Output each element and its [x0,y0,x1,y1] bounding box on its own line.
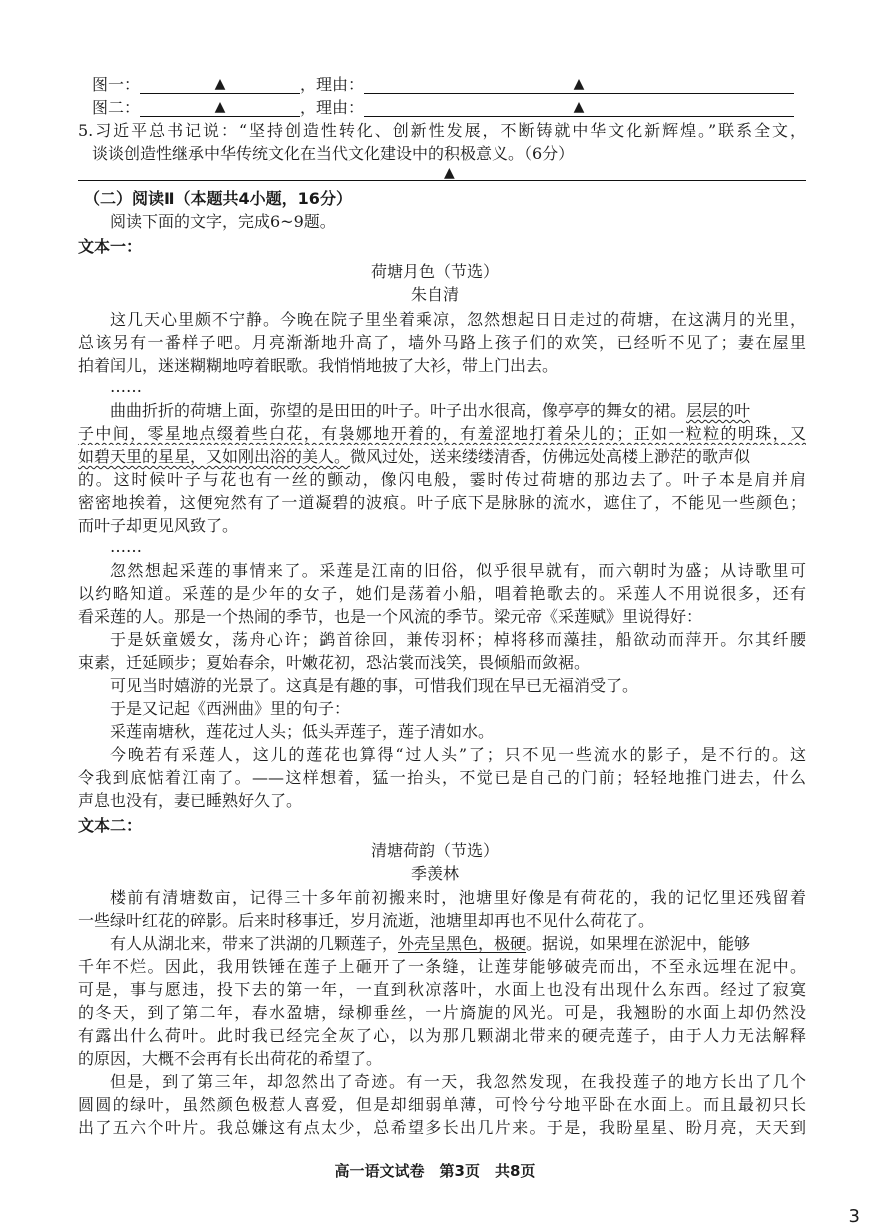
fig2-blank[interactable] [140,98,300,117]
fig2-answer-line [92,97,794,119]
answer-marker-icon: ▲ [214,99,226,115]
answer-marker-icon: ▲ [573,99,585,115]
text1-line: 这几天心里颇不宁静。今晚在院子里坐着乘凉，忽然想起日日走过的荷塘，在这满月的光里， [110,310,806,329]
text2-line-part: 有人从湖北来，带来了洪湖的几颗莲子， [110,934,399,953]
text2-line: 一些绿叶红花的碎影。后来时移事迁，岁月流逝，池塘里却再也不见什么荷花了。 [78,911,655,930]
text1-line [110,400,806,422]
text1-line: 可见当时嬉游的光景了。这真是有趣的事，可惜我们现在早已无福消受了。 [110,676,639,695]
answer-marker-icon: ▲ [444,165,455,181]
text2-line: 出了五六个叶片。我总嫌这有点太少，总希望多长出几片来。于是，我盼星星、盼月亮，天天到 [78,1118,806,1137]
page-number: 3 [848,1206,860,1227]
text1-label: 文本一： [78,237,143,256]
fig1-reason-blank[interactable] [364,75,794,94]
text2-author: 季羡林 [410,864,459,883]
text2-line-part: 。据说，如果埋在淤泥中，能够 [526,934,751,953]
text1-line: 的。这时候叶子与花也有一丝的颤动，像闪电般，霎时传过荷塘的那边去了。叶子本是肩并肩 [78,470,806,489]
text1-line: 忽然想起采莲的事情来了。采莲是江南的旧俗，似乎很早就有，而六朝时为盛；从诗歌里可 [110,561,806,580]
answer-marker-icon: ▲ [573,76,585,92]
q5-line-1: 5.习近平总书记说：“坚持创造性转化、创新性发展，不断铸就中华文化新辉煌。”联系全文， [78,121,806,140]
text2-line: 千年不烂。因此，我用铁锤在莲子上砸开了一条缝，让莲芽能够破壳而出，不至永远埋在泥中。 [78,957,806,976]
ellipsis: …… [110,377,142,396]
text2-line: 楼前有清塘数亩，记得三十多年前初搬来时，池塘里好像是有荷花的，我的记忆里还残留着 [110,888,806,907]
text1-line: 而叶子却更见风致了。 [78,516,239,535]
q5-answer-line[interactable] [78,180,806,181]
q5-line-2: 谈谈创造性继承中华传统文化在当代文化建设中的积极意义。（6分） [92,144,575,163]
quote-line: 于是妖童媛女，荡舟心许；鹢首徐回，兼传羽杯；棹将移而藻挂，船欲动而萍开。尔其纤腰 [110,630,806,649]
underlined-phrase: 外壳呈黑色，极硬 [398,934,527,953]
ellipsis: …… [110,537,142,556]
reason-label: ，理由： [300,98,365,117]
text2-label: 文本二： [78,816,143,835]
text2-title: 清塘荷韵（节选） [370,841,499,860]
text1-author: 朱自清 [410,285,459,304]
text2-line: 的冬天，到了第二年，春水盈塘，绿柳垂丝，一片旖旎的风光。可是，我翘盼的水面上却仍然没 [78,1003,806,1022]
text1-title: 荷塘月色（节选） [370,262,499,281]
text2-line: 可是，事与愿违，投下去的第一年，一直到秋凉落叶，水面上也没有出现什么东西。经过了寂寞 [78,980,806,999]
page-footer: 高一语文试卷 第3页 共8页 [334,1162,536,1180]
fig1-label: 图一： [92,75,141,94]
text2-line: 有露出什么荷叶。此时我已经完全灰了心，以为那几颗湖北带来的硬壳莲子，由于人力无法解释 [78,1026,806,1045]
text1-line: 令我到底惦着江南了。——这样想着，猛一抬头，不觉已是自己的门前；轻轻地推门进去，什么 [78,768,806,787]
fig2-reason-blank[interactable] [364,98,794,117]
quote-line: 束素，迁延顾步；夏始春余，叶嫩花初，恐沾裳而浅笑，畏倾船而敛裾。 [78,653,591,672]
text1-line: 看采莲的人。那是一个热闹的季节，也是一个风流的季节。梁元帝《采莲赋》里说得好： [78,607,703,626]
text1-line: 拍着闰儿，迷迷糊糊地哼着眠歌。我悄悄地披了大衫，带上门出去。 [78,356,559,375]
underlined-passage: 如碧天里的星星，又如刚出浴的美人。 [78,447,351,466]
reason-label: ，理由： [300,75,365,94]
fig1-blank[interactable] [140,75,300,94]
text2-line [110,933,806,955]
text2-line: 圆圆的绿叶，虽然颜色极惹人喜爱，但是却细弱单薄，可怜兮兮地平卧在水面上。而且最初只长 [78,1095,806,1114]
text1-line: 今晚若有采莲人，这儿的莲花也算得“过人头”了；只不见一些流水的影子，是不行的。这 [110,745,806,764]
section-instruction: 阅读下面的文字，完成6~9题。 [110,212,336,231]
answer-marker-icon: ▲ [214,76,226,92]
section-heading: （二）阅读Ⅱ（本题共4小题，16分） [84,189,352,208]
text1-line-part: 微风过处，送来缕缕清香，仿佛远处高楼上渺茫的歌声似 [350,447,751,466]
text1-line: 以约略知道。采莲的是少年的女子，她们是荡着小船，唱着艳歌去的。采莲人不用说很多，还有 [78,584,806,603]
text1-line-part: 曲曲折折的荷塘上面，弥望的是田田的叶子。叶子出水很高，像亭亭的舞女的裙。 [110,401,687,420]
quote-line: 采莲南塘秋，莲花过人头；低头弄莲子，莲子清如水。 [110,722,495,741]
fig1-answer-line [92,74,794,96]
text2-line: 的原因，大概不会再有长出荷花的希望了。 [78,1049,383,1068]
text1-line: 于是又记起《西洲曲》里的句子： [110,699,351,718]
text1-line: 总该另有一番样子吧。月亮渐渐地升高了，墙外马路上孩子们的欢笑，已经听不见了；妻在屋里 [78,333,806,352]
text1-line: 声息也没有，妻已睡熟好久了。 [78,791,303,810]
underlined-passage: 子中间，零星地点缀着些白花，有袅娜地开着的，有羞涩地打着朵儿的；正如一粒粒的明珠，又 [78,424,806,443]
fig2-label: 图二： [92,98,141,117]
text1-line: 密密地挨着，这便宛然有了一道凝碧的波痕。叶子底下是脉脉的流水，遮住了，不能见一些颜色； [78,493,806,512]
underlined-passage: 层层的叶 [686,401,751,420]
text1-line [78,446,750,468]
text2-line: 但是，到了第三年，却忽然出了奇迹。有一天，我忽然发现，在我投莲子的地方长出了几个 [110,1072,806,1091]
